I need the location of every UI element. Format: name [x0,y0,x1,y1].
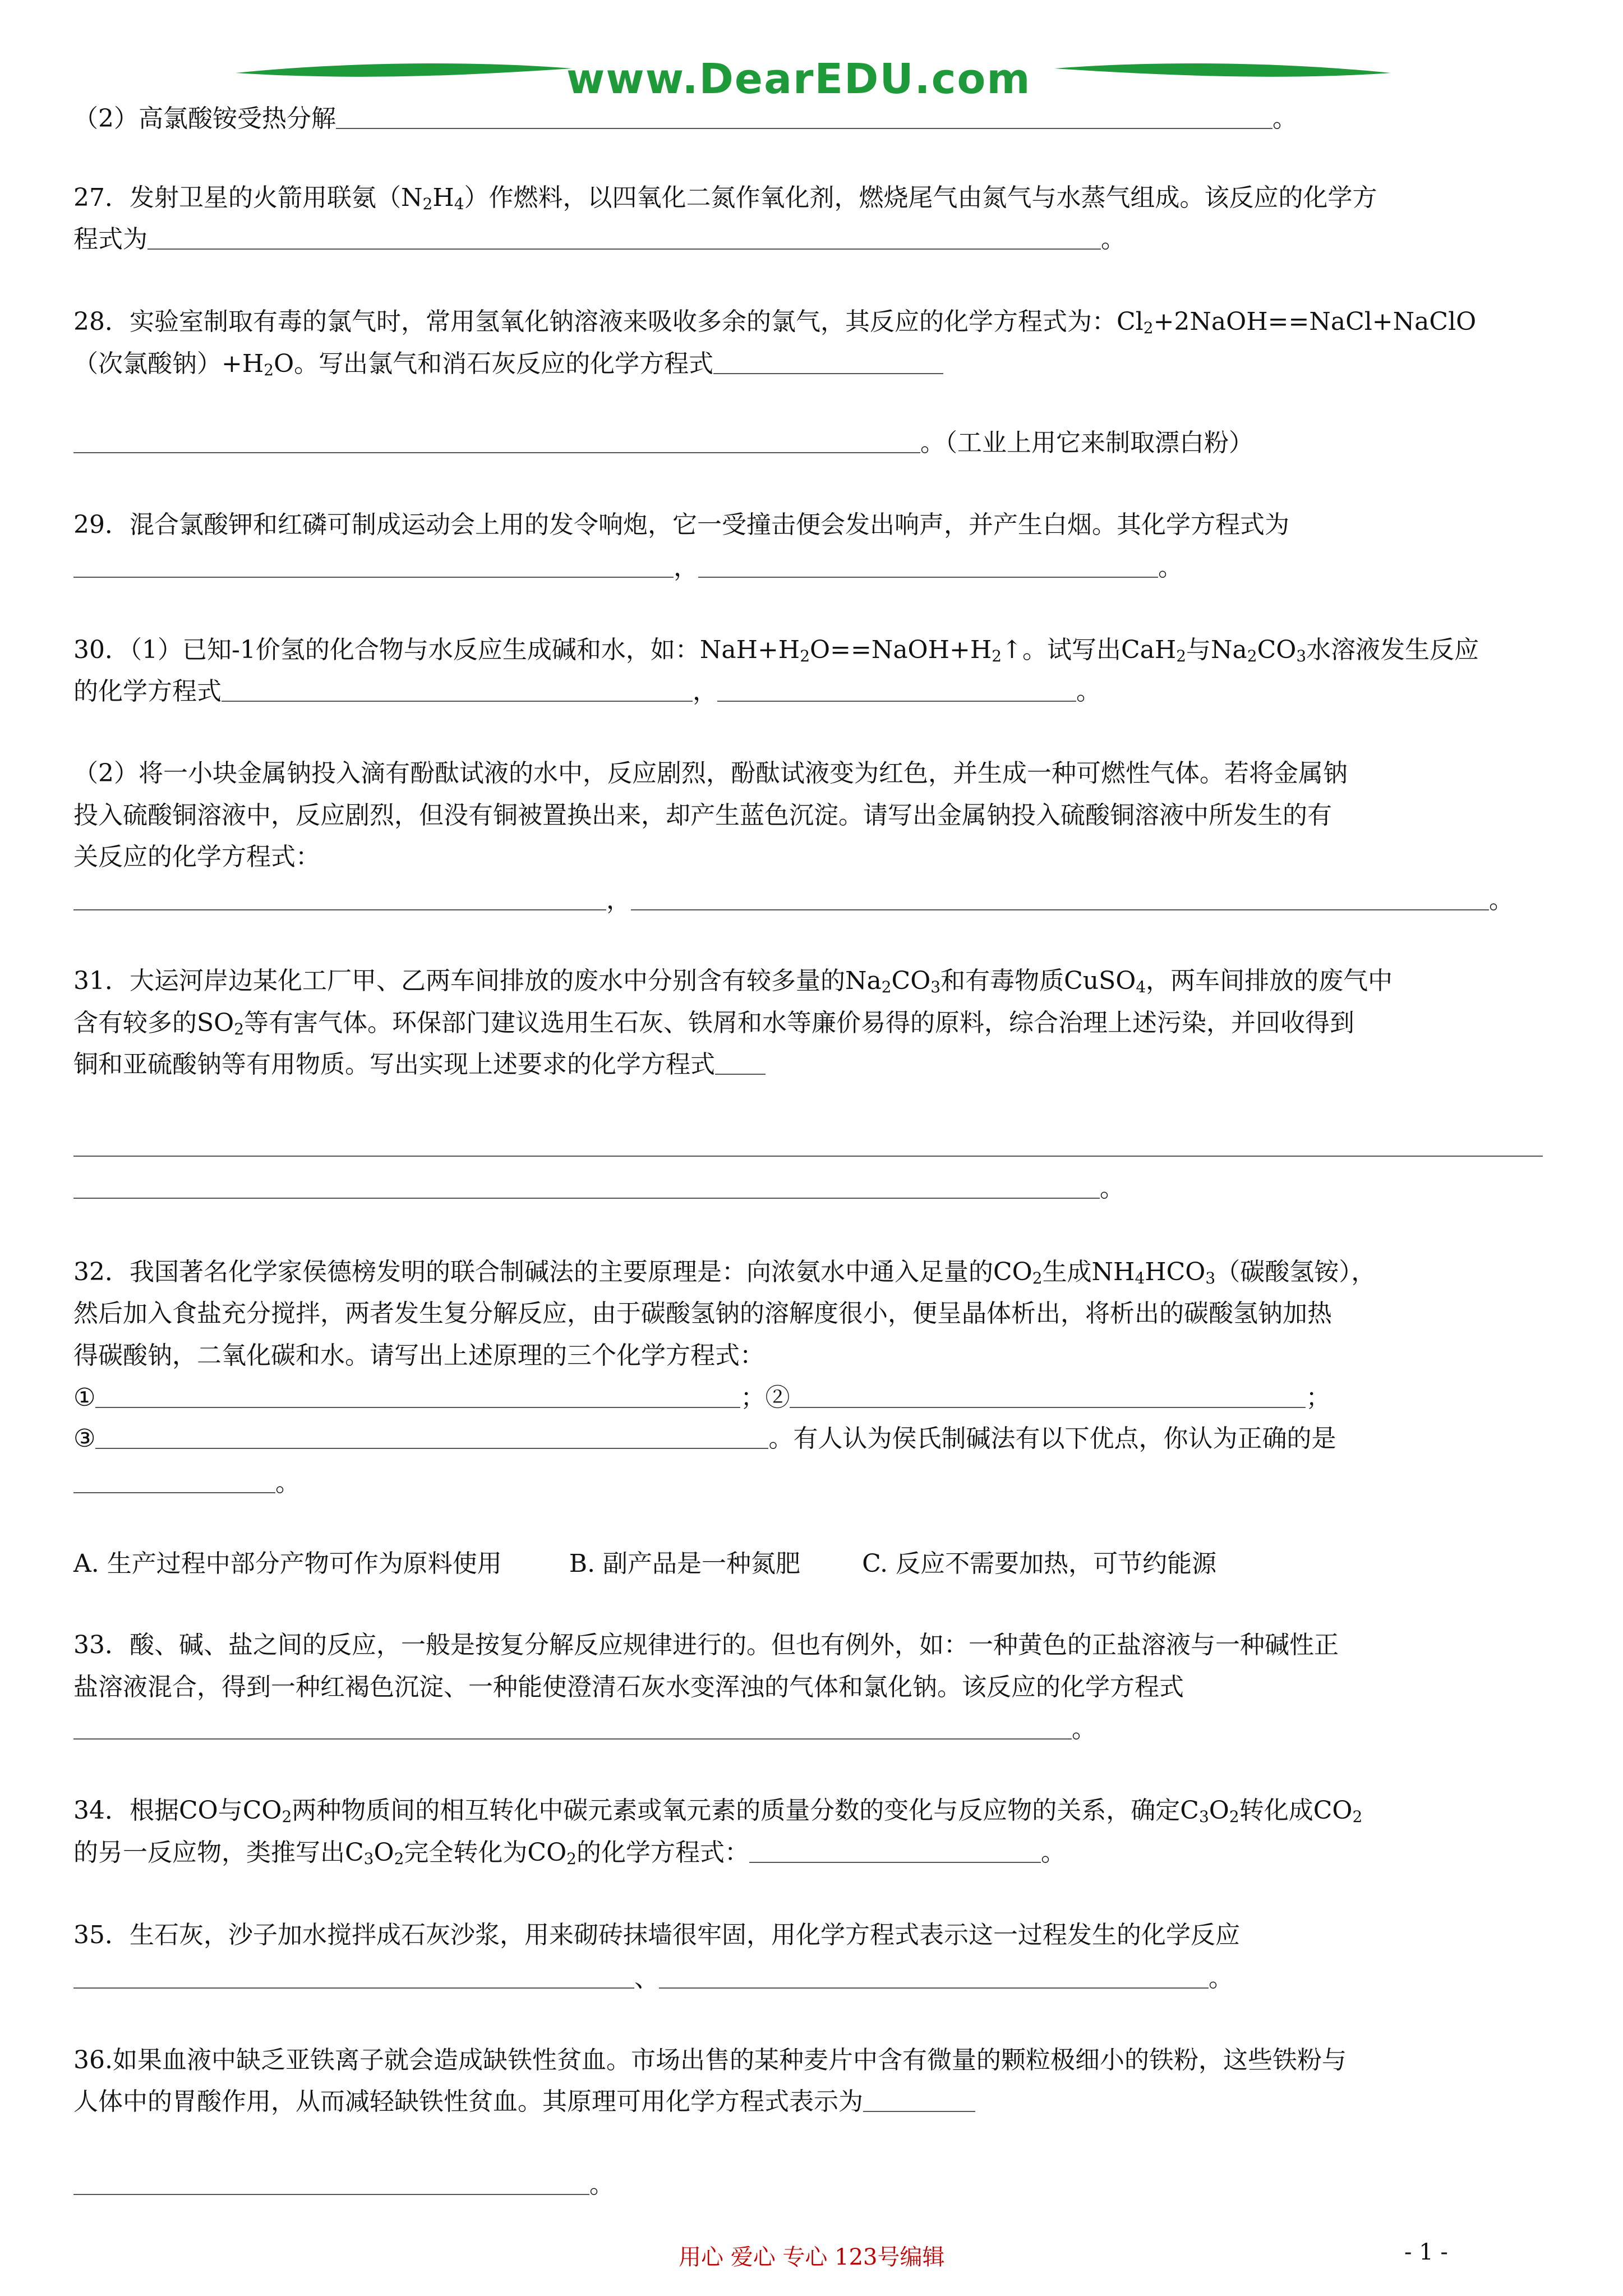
answer-blank[interactable] [73,1965,634,1989]
q31-text-e: 含有较多的SO [73,1009,234,1037]
q31-text-a: 31．大运河岸边某化工厂甲、乙两车间排放的废水中分别含有较多量的Na [73,967,882,995]
q34-text-e: 的另一反应物，类推写出C [73,1838,364,1867]
answer-blank[interactable] [73,430,920,453]
q28-text-b: +2NaOH==NaCl+NaClO [1153,307,1477,336]
answer-blank[interactable] [147,226,1101,250]
q30-text-e: CO [1257,636,1297,664]
option-c[interactable]: C. 反应不需要加热，可节约能源 [862,1549,1217,1578]
q27-sub1: 2 [422,195,433,213]
answer-blank[interactable] [698,554,1158,578]
q33-line3 [73,1714,1096,1745]
q32-sub3: 3 [1205,1269,1216,1287]
q26-2-text: （2）高氯酸铵受热分解 [73,104,336,133]
q32-mark-1: ① [73,1383,96,1412]
q31-end: 。 [1100,1174,1124,1203]
q34-sub2: 3 [1198,1807,1209,1826]
q30-sub4: 2 [1247,647,1257,665]
page-number: - 1 - [1404,2239,1448,2265]
q31-sub1: 2 [881,978,892,996]
q29-sep: ， [674,553,698,582]
q30-line1 [73,634,1479,666]
q27-line2 [73,224,1126,255]
q31-text-f: 等有害气体。环保部门建议选用生石灰、铁屑和水等廉价易得的原料，综合治理上述污染，并回收得到 [244,1009,1355,1037]
q34-sub3: 2 [1229,1807,1239,1826]
answer-blank[interactable] [73,1470,275,1493]
q35-line2 [73,1963,1233,1994]
q32-text-f: 得碳酸钠，二氧化碳和水。请写出上述原理的三个化学方程式： [73,1341,764,1370]
answer-blank[interactable] [631,887,1489,910]
answer-blank[interactable] [713,351,943,374]
q35-line1 [73,1920,1240,1951]
q28-line1 [73,306,1476,338]
answer-blank[interactable] [717,678,1076,702]
q31-line4 [73,1131,1543,1162]
q30-p2-line3 [73,841,320,873]
answer-blank[interactable] [863,2088,975,2112]
q30-line2 [73,676,1101,707]
q30-sep: ， [693,677,717,706]
q31-text-b: CO [891,967,931,995]
q30-text-f: 水溶液发生反应 [1306,636,1479,664]
q34-text-b: 两种物质间的相互转化中碳元素或氧元素的质量分数的变化与反应物的关系，确定C [292,1796,1199,1825]
answer-blank[interactable] [336,105,1272,129]
answer-blank[interactable] [222,678,693,702]
q31-sub4: 2 [234,1020,245,1038]
q27-sub2: 4 [454,195,464,213]
footer-text: 用心 爱心 专心 123号编辑 [679,2244,945,2270]
q30-p2-end: 。 [1489,886,1514,914]
q27-end: 。 [1101,225,1126,254]
q32-line6 [73,1467,300,1499]
q33-text-a: 33．酸、碱、盐之间的反应，一般是按复分解反应规律进行的。但也有例外，如：一种黄色的正盐溶液与一种碱性正 [73,1631,1339,1659]
q29-text: 29．混合氯酸钾和红磷可制成运动会上用的发令响炮，它一受撞击便会发出响声，并产生白烟。其化学方程式为 [73,510,1289,539]
q33-end: 。 [1072,1715,1096,1743]
q28-line3 [73,427,1253,459]
q32-end: 。 [275,1469,300,1497]
answer-blank[interactable] [790,1384,1306,1408]
q32-text-e: 然后加入食盐充分搅拌，两者发生复分解反应，由于碳酸氢钠的溶解度很小，便呈晶体析出，将析出的碳酸氢钠加热 [73,1299,1332,1328]
q28-end: 。（工业上用它来制取漂白粉） [920,429,1253,457]
q36-text-b: 人体中的胃酸作用，从而减轻缺铁性贫血。其原理可用化学方程式表示为 [73,2087,863,2116]
q30-text-g: 的化学方程式 [73,677,222,706]
answer-blank[interactable] [73,554,674,578]
q27-text-b: H [432,183,454,212]
q32-text-a: 32．我国著名化学家侯德榜发明的联合制碱法的主要原理是：向浓氨水中通入足量的CO [73,1258,1032,1286]
q28-text-a: 28．实验室制取有毒的氯气时，常用氢氧化钠溶液来吸收多余的氯气，其反应的化学方程式为：Cl [73,307,1144,336]
q32-line5 [73,1423,1336,1455]
q34-line1 [73,1795,1362,1826]
q32-line1 [73,1257,1376,1288]
q34-text-h: 的化学方程式： [576,1838,749,1867]
q31-text-d: ，两车间排放的废气中 [1146,967,1393,995]
q31-line2 [73,1007,1354,1039]
q32-options [73,1548,1216,1580]
answer-blank[interactable] [715,1051,766,1075]
q32-sub1: 2 [1032,1269,1043,1287]
answer-blank[interactable] [73,1716,1072,1740]
q27-line1 [73,182,1377,214]
q30-text-a: 30．（1）已知-1价氢的化合物与水反应生成碱和水，如：NaH+H [73,636,800,664]
q28-sub1: 2 [1143,319,1154,337]
q33-line1 [73,1630,1339,1661]
q32-text-b: 生成NH [1042,1258,1135,1286]
q34-sub6: 2 [394,1849,404,1868]
q26-2-line [73,103,1297,135]
q31-line3 [73,1049,766,1080]
q27-text-a: 27．发射卫星的火箭用联氨（N [73,183,423,212]
answer-blank[interactable] [73,887,606,910]
q35-end: 。 [1209,1964,1233,1993]
q30-p2-line2 [73,800,1332,831]
q31-line1 [73,965,1393,997]
q34-sub1: 2 [282,1807,292,1826]
q27-text-d: 程式为 [73,225,147,254]
answer-blank[interactable] [95,1425,768,1449]
q30-p2-sep: ， [606,886,631,914]
q34-text-d: 转化成CO [1239,1796,1353,1825]
q29-line2 [73,552,1183,583]
q32-sub2: 4 [1135,1269,1145,1287]
q32-text-g: 。有人认为侯氏制碱法有以下优点，你认为正确的是 [768,1424,1336,1453]
q35-sep: 、 [634,1964,659,1993]
q31-line5 [73,1173,1124,1204]
q30-sub1: 2 [800,647,810,665]
answer-blank[interactable] [95,1384,740,1408]
q31-text-c: 和有毒物质CuSO [940,967,1136,995]
q27-text-c: ）作燃料，以四氧化二氮作氧化剂，燃烧尾气由氮气与水蒸气组成。该反应的化学方 [464,183,1377,212]
q30-text-d: 与Na [1186,636,1247,664]
q31-sub3: 4 [1136,978,1146,996]
q33-text-b: 盐溶液混合，得到一种红褐色沉淀、一种能使澄清石灰水变浑浊的气体和氯化钠。该反应的化学方程式 [73,1673,1184,1701]
header-site-name: www.DearEDU.com [566,55,1031,103]
q29-end: 。 [1158,553,1183,582]
q32-line3 [73,1340,764,1372]
q30-text-b: O==NaOH+H [810,636,992,664]
q32-text-d: （碳酸氢铵）， [1215,1258,1376,1286]
q30-p2-line4 [73,885,1514,916]
q32-line4 [73,1382,1330,1414]
q29-line1 [73,509,1289,541]
q36-line1 [73,2045,1347,2076]
q32-line2 [73,1298,1332,1329]
q30-text-c: ↑。试写出CaH [1002,636,1177,664]
answer-blank[interactable] [659,1965,1209,1989]
q28-text-c: （次氯酸钠）+H [73,349,264,378]
option-a[interactable]: A. 生产过程中部分产物可作为原料使用 [73,1549,502,1578]
answer-blank[interactable] [749,1839,1041,1863]
q30-sub3: 2 [1176,647,1187,665]
q34-end: 。 [1040,1838,1066,1867]
q30-p2-line1 [73,758,1348,789]
q30-p2-text-b: 投入硫酸铜溶液中，反应剧烈，但没有铜被置换出来，却产生蓝色沉淀。请写出金属钠投入硫酸铜溶液中所发生的有 [73,801,1332,830]
q30-end: 。 [1076,677,1101,706]
q26-2-end: 。 [1272,104,1297,133]
q31-sub2: 3 [930,978,941,996]
q36-line3 [73,2169,614,2201]
header-swoosh-right [1054,56,1391,90]
answer-blank[interactable] [73,1133,1543,1157]
q34-text-c: O [1209,1796,1229,1825]
q35-text: 35．生石灰，沙子加水搅拌成石灰沙浆，用来砌砖抹墙很牢固，用化学方程式表示这一过程发生的化学反应 [73,1921,1240,1949]
q32-text-c: HCO [1145,1258,1206,1286]
answer-blank[interactable] [73,1175,1100,1199]
q30-sub2: 2 [992,647,1002,665]
q36-text-a: 36.如果血液中缺乏亚铁离子就会造成缺铁性贫血。市场出售的某种麦片中含有微量的颗粒极细小的铁粉，这些铁粉与 [73,2046,1347,2074]
q33-line2 [73,1672,1184,1703]
q36-line2 [73,2086,975,2118]
q30-sub5: 3 [1296,647,1307,665]
q32-sep: ； [1306,1383,1331,1412]
q32-mark-2: ；② [740,1383,790,1412]
q36-end: 。 [589,2170,614,2199]
q34-text-g: 完全转化为CO [404,1838,567,1867]
answer-blank[interactable] [73,2171,589,2195]
q34-line2 [73,1837,1066,1869]
q34-sub5: 3 [363,1849,374,1868]
q28-sub2: 2 [264,361,274,379]
q30-p2-text-c: 关反应的化学方程式： [73,843,320,871]
q28-line2 [73,348,943,380]
q34-text-f: O [374,1838,394,1867]
q34-sub4: 2 [1352,1807,1363,1826]
q34-text-a: 34．根据CO与CO [73,1796,282,1825]
q28-text-d: O。写出氯气和消石灰反应的化学方程式 [274,349,714,378]
header-swoosh-left [236,56,572,90]
q31-text-g: 铜和亚硫酸钠等有用物质。写出实现上述要求的化学方程式 [73,1050,715,1079]
q30-p2-text-a: （2）将一小块金属钠投入滴有酚酞试液的水中，反应剧烈，酚酞试液变为红色，并生成一种可燃性气体。若将金属钠 [73,759,1348,788]
q34-sub7: 2 [566,1849,577,1868]
option-b[interactable]: B. 副产品是一种氮肥 [569,1549,801,1578]
q32-mark-3: ③ [73,1424,96,1453]
